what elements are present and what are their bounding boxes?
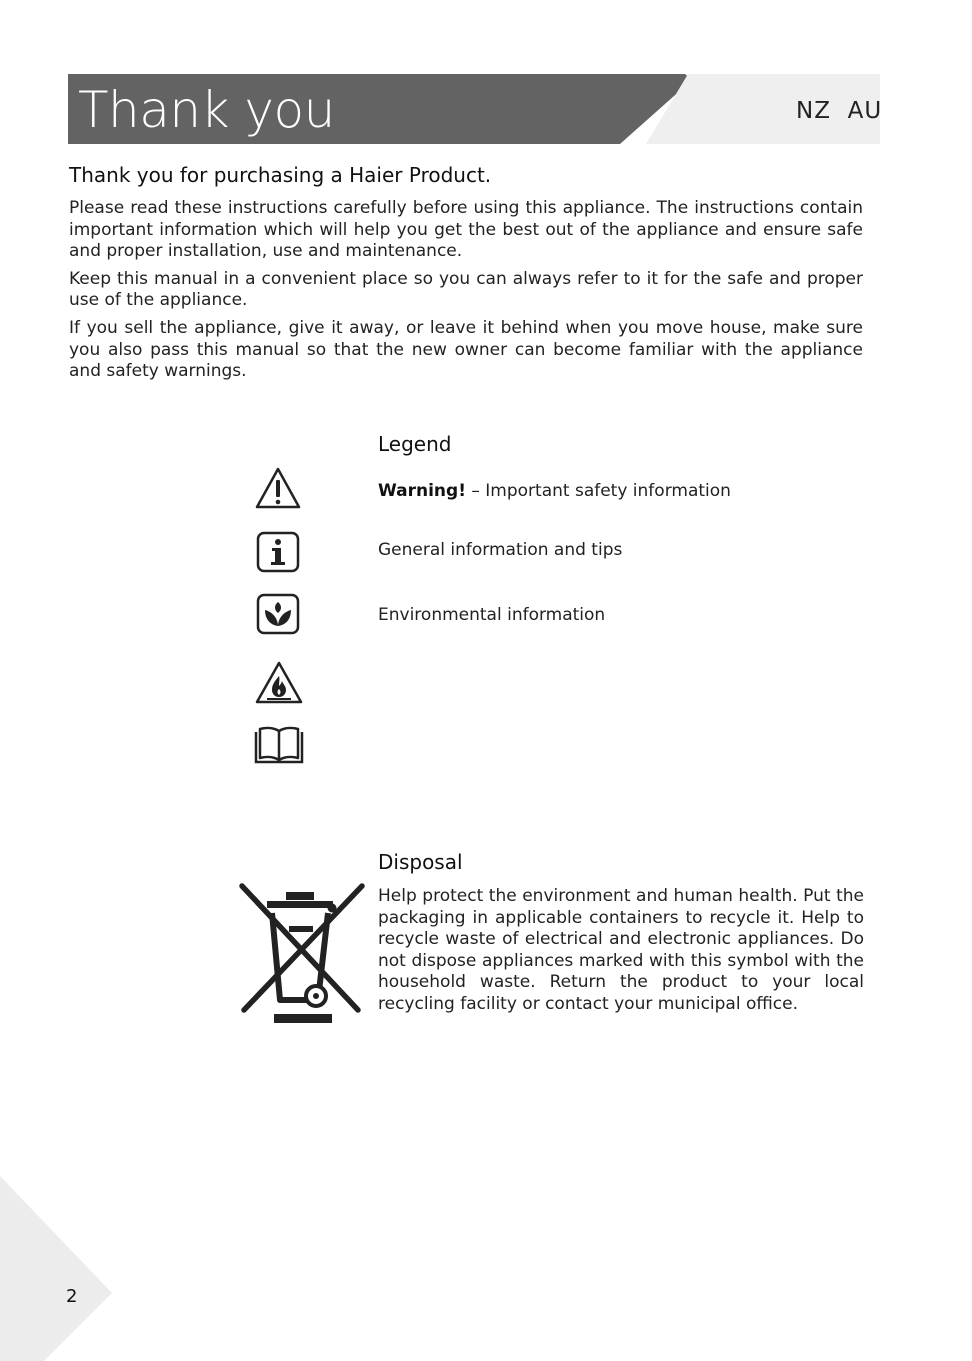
intro-subtitle: Thank you for purchasing a Haier Product. <box>69 163 492 187</box>
legend-label: – Important safety information <box>465 481 731 501</box>
page-corner <box>0 1176 115 1361</box>
legend-item-environment: Environmental information <box>378 605 606 625</box>
crossed-out-wheelie-bin-icon <box>238 882 366 1028</box>
page-number: 2 <box>66 1286 78 1307</box>
intro-text <box>69 198 863 389</box>
legend-item-info: General information and tips <box>378 540 623 560</box>
intro-paragraph: If you sell the appliance, give it away, or leave it behind when you move house, make sure you also pass this manual so that the new owner can become familiar with the appliance and safety warnings. <box>69 317 863 382</box>
legend-label-bold: Warning! <box>378 481 466 501</box>
manual-book-icon <box>253 726 305 766</box>
region-label: NZ AU <box>796 98 883 124</box>
environment-icon <box>256 593 300 635</box>
warning-triangle-icon <box>255 466 301 510</box>
intro-paragraph: Please read these instructions carefully before using this appliance. The instructions contain important information which will help you get the best out of the appliance and ensure safe and proper installation, use and maintenance. <box>69 198 863 262</box>
legend-item-warning <box>378 479 731 503</box>
legend-title: Legend <box>378 432 452 456</box>
intro-paragraph: Keep this manual in a convenient place so you can always refer to it for the safe and proper use of the appliance. <box>69 268 863 311</box>
info-icon <box>256 531 300 573</box>
page-title: Thank you <box>78 81 335 139</box>
flammable-icon <box>254 660 304 706</box>
disposal-title: Disposal <box>378 850 463 874</box>
disposal-text: Help protect the environment and human health. Put the packaging in applicable containers to recycle it. Help to recycle waste of electrical and electronic appliances. Do not dispose appliances marked with this symbol with the household waste. Return the product to your local recycling facility or contact your municipal office. <box>378 886 864 1014</box>
